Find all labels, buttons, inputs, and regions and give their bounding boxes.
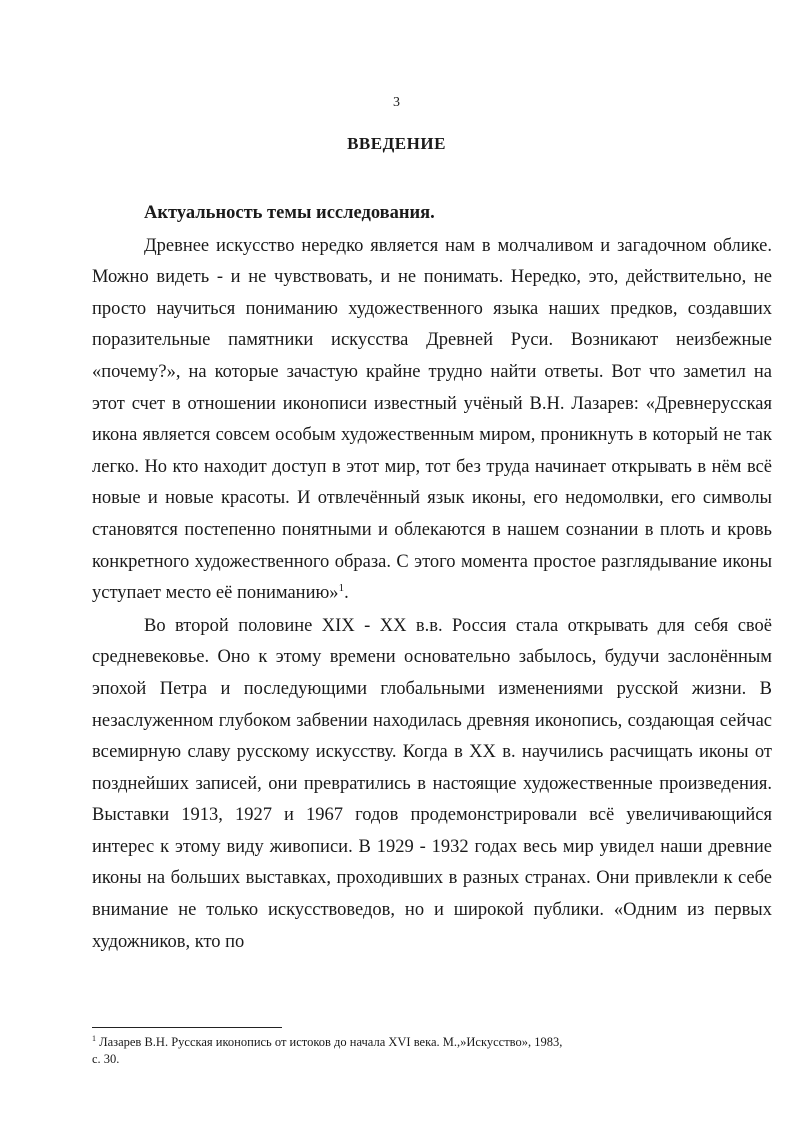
footnote-reference: 1 <box>338 581 345 594</box>
section-heading: Актуальность темы исследования. <box>144 203 435 223</box>
footnote-mark: 1 <box>92 1033 96 1043</box>
page-number: 3 <box>393 95 400 110</box>
paragraph-1-end: . <box>344 583 349 604</box>
footnote-text-line2: с. 30. <box>92 1052 120 1066</box>
paragraph-1 <box>92 231 772 610</box>
footnote <box>92 1034 652 1068</box>
paragraph-1-text: Древнее искусство нередко является нам в молчаливом и загадочном облике. Можно видеть - и не чувствовать, и не понимать. Нередко, это, действительно, не просто научиться пониманию художественного языка наших предков, создавших поразительные памятники искусства Древней Руси. Возникают неизбежные «почему?», на которые зачастую крайне трудно найти ответы. Вот что заметил на этот счет в отношении иконописи известный учёный В.Н. Лазарев: «Древнерусская икона является совсем особым художественным миром, проникнуть в который не так легко. Но кто находит доступ в этот мир, тот без труда начинает открывать в нём всё новые и новые красоты. И отвлечённый язык иконы, его недомолвки, его символы становятся постепенно понятными и облекаются в нашем сознании в плоть и кровь конкретного художественного образа. С этого момента простое разглядывание иконы уступает место её пониманию» <box>92 235 772 604</box>
paragraph-2: Во второй половине XIX - XX в.в. Россия стала открывать для себя своё средневековье. Оно к этому времени основательно забылось, будучи заслонённым эпохой Петра и последующими глобальными изменениями русской жизни. В незаслуженном глубоком забвении находилась древняя иконопись, создающая сейчас всемирную славу русскому искусству. Когда в XX в. научились расчищать иконы от позднейших записей, они превратились в настоящие художественные произведения. Выставки 1913, 1927 и 1967 годов продемонстрировали всё увеличивающийся интерес к этому виду живописи. В 1929 - 1932 годах весь мир увидел наши древние иконы на больших выставках, проходивших в разных странах. Они привлекли к себе внимание не только искусствоведов, но и широкой публики. «Одним из первых художников, кто по <box>92 615 772 952</box>
page-title: ВВЕДЕНИЕ <box>347 134 446 153</box>
footnote-divider <box>92 1027 282 1028</box>
body-text <box>92 198 772 958</box>
footnote-text: Лазарев В.Н. Русская иконопись от истоков до начала XVI века. М.,»Искусство», 1983, <box>96 1035 563 1049</box>
